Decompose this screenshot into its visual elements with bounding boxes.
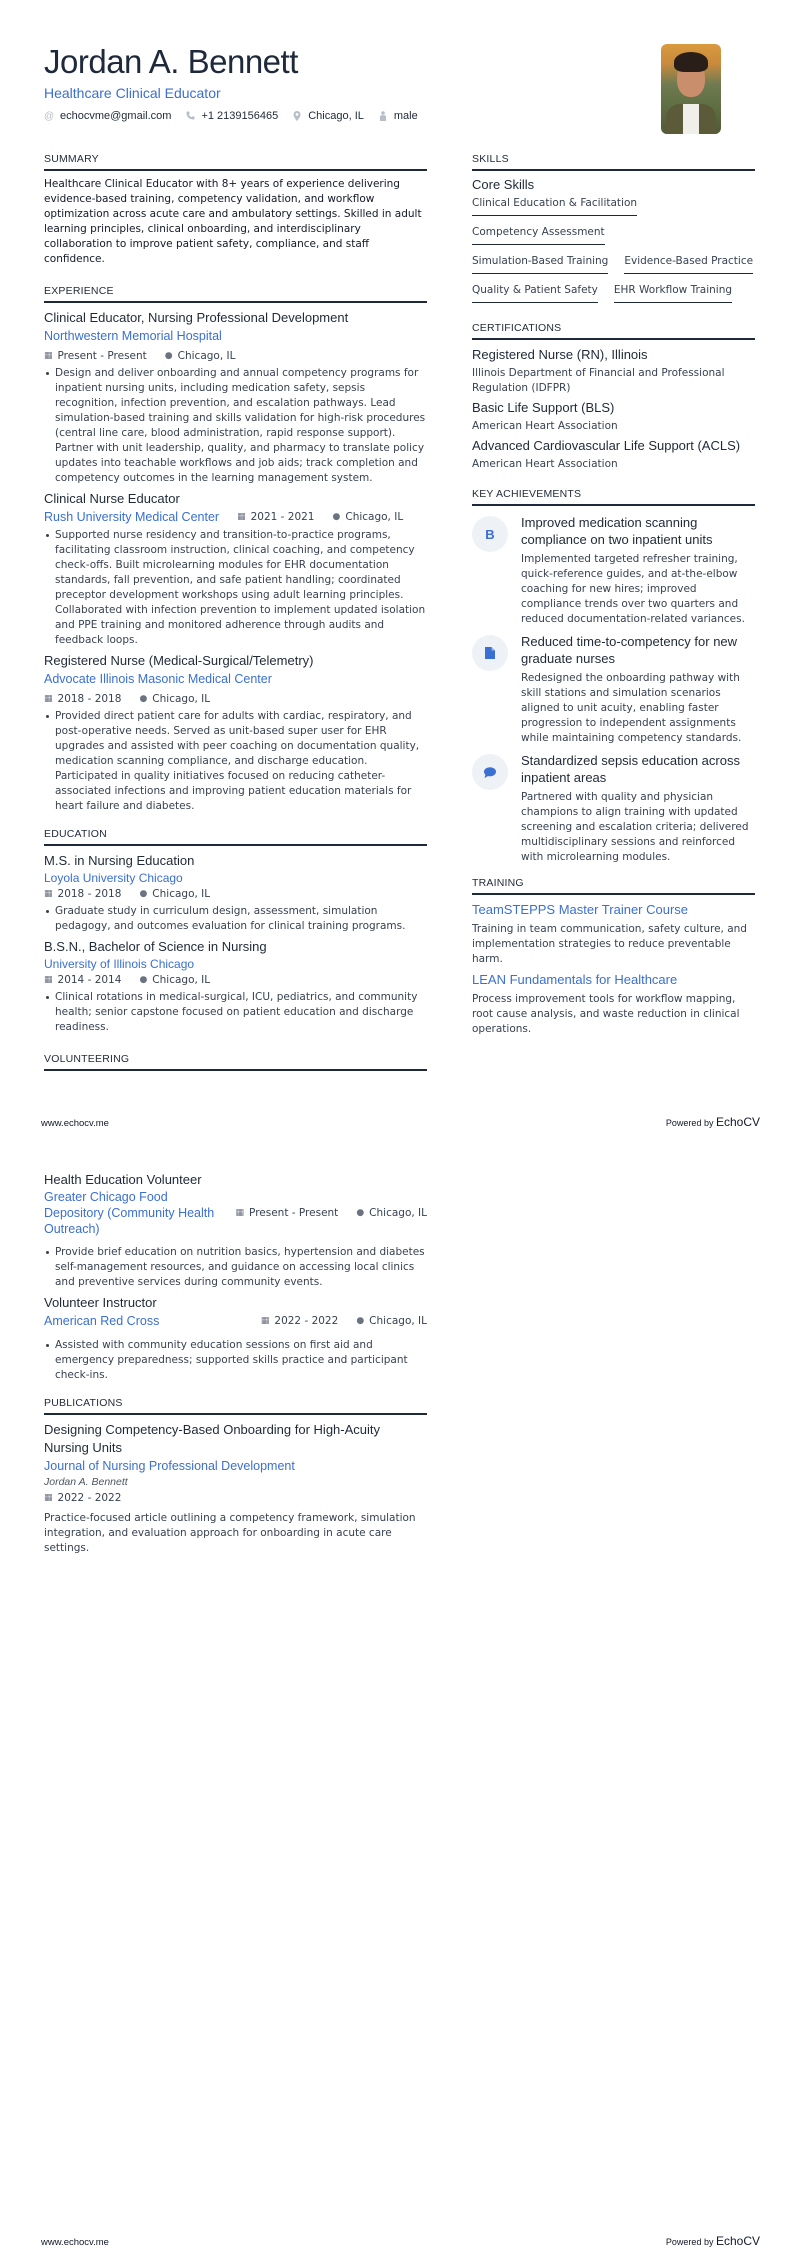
- skills-group-title: Core Skills: [472, 177, 535, 192]
- certification-issuer: American Heart Association: [472, 420, 618, 432]
- job-location: Chicago, IL: [345, 511, 404, 523]
- location-icon: ●: [139, 975, 148, 985]
- contact-email[interactable]: [44, 110, 171, 122]
- section-heading-achievements: KEY ACHIEVEMENTS: [472, 488, 755, 506]
- job-bullet: Design and deliver onboarding and annual competency programs for inpatient nursing units, including medication safety, sepsis recognition, infection prevention, and escalation pathways. Lead simulation-based training and skills validation for high-risk procedures (central line care, blood administration, rapid response support). Partner with unit leadership, quality, and pharmacy to translate policy updates into teachable workflows and job aids; track completion and competency outcomes in the learning management system.: [44, 366, 427, 486]
- calendar-icon: ▦: [44, 1493, 53, 1503]
- employer: Advocate Illinois Masonic Medical Center: [44, 672, 272, 686]
- certification-item: [472, 346, 755, 396]
- calendar-icon: ▦: [237, 512, 246, 522]
- left-column-continued: [44, 1171, 427, 1556]
- powered-by: Powered by EchoCV: [665, 1115, 760, 1129]
- volunteer-bullet: Assisted with community education sessions on first aid and emergency preparedness; supported skills practice and participant check-ins.: [44, 1338, 427, 1383]
- candidate-name: Jordan A. Bennett: [44, 43, 298, 80]
- at-icon: @: [44, 110, 55, 122]
- volunteer-bullet: Provide brief education on nutrition basics, hypertension and diabetes self-management resources, and guidance on accessing local clinics and preventive services during community events.: [44, 1245, 427, 1290]
- speech-bubble-icon: [472, 754, 508, 790]
- right-column: [472, 153, 755, 1037]
- contact-gender-value: male: [393, 110, 418, 122]
- job-location: Chicago, IL: [152, 693, 211, 705]
- summary-text: Healthcare Clinical Educator with 8+ years of experience delivering evidence-based training, competency validation, and workflow optimization across acute care and ambulatory settings. Skilled in adult learning principles, clinical onboarding, and interdisciplinary collaboration to improve patient safety, compliance, and staff confidence.: [44, 178, 422, 265]
- volunteer-org: American Red Cross: [44, 1314, 160, 1328]
- location-icon: ●: [356, 1208, 365, 1218]
- calendar-icon: ▦: [44, 889, 53, 899]
- volunteer-dates: Present - Present: [249, 1207, 339, 1219]
- volunteer-location: Chicago, IL: [369, 1207, 427, 1219]
- experience-item: [44, 490, 427, 648]
- job-bullet: Supported nurse residency and transition-to-practice programs, facilitating classroom instruction, clinical coaching, and competency check-offs. Built microlearning modules for EHR documentation standards, fall prevention, and safe patient handling; coordinated preceptor development workshops using adult learning principles. Collaborated with infection prevention to implement updated isolation and PPE training and monitored adherence through audits and feedback loops.: [44, 528, 427, 648]
- achievement-description: Redesigned the onboarding pathway with skill stations and simulation scenarios aligned to unit acuity, enabling faster progression to independent assignments while maintaining competency standards.: [521, 672, 742, 744]
- person-icon: [378, 111, 388, 122]
- volunteering-item: [44, 1171, 427, 1290]
- job-title: Clinical Educator, Nursing Professional Development: [44, 310, 349, 325]
- section-heading-certifications: CERTIFICATIONS: [472, 322, 755, 340]
- education-dates: 2014 - 2014: [57, 974, 122, 986]
- certification-issuer: Illinois Department of Financial and Professional Regulation (IDFPR): [472, 367, 725, 394]
- training-name: TeamSTEPPS Master Trainer Course: [472, 902, 689, 917]
- profile-photo: [661, 44, 721, 134]
- certification-name: Basic Life Support (BLS): [472, 400, 615, 415]
- volunteer-dates: 2022 - 2022: [274, 1315, 339, 1327]
- section-heading-skills: SKILLS: [472, 153, 755, 171]
- certification-name: Registered Nurse (RN), Illinois: [472, 347, 648, 362]
- achievement-item: [472, 752, 755, 865]
- certification-name: Advanced Cardiovascular Life Support (ACLS): [472, 438, 741, 453]
- employer: Northwestern Memorial Hospital: [44, 329, 222, 343]
- education-meta: [44, 886, 427, 902]
- school: University of Illinois Chicago: [44, 957, 195, 971]
- training-item: [472, 901, 755, 967]
- job-bullet: Provided direct patient care for adults with cardiac, respiratory, and post-operative needs. Served as unit-based super user for EHR upgrades and assisted with peer coaching on documentation quality, medication scanning compliance, and discharge education. Participated in quality initiatives focused on reducing catheter-associated infections and improving patient education materials for heart failure and diabetes.: [44, 709, 427, 814]
- education-bullet: Graduate study in curriculum design, assessment, simulation pedagogy, and outcomes evaluation for clinical training programs.: [44, 904, 427, 934]
- calendar-icon: ▦: [260, 1316, 270, 1326]
- skill-tag: Simulation-Based Training: [472, 254, 608, 274]
- training-description: Process improvement tools for workflow mapping, root cause analysis, and waste reduction in clinical operations.: [472, 993, 740, 1035]
- experience-item: [44, 652, 427, 814]
- volunteering-item: [44, 1294, 427, 1383]
- volunteer-meta: [261, 1313, 427, 1329]
- volunteer-location: Chicago, IL: [369, 1315, 427, 1327]
- skill-tag: Quality & Patient Safety: [472, 283, 598, 303]
- job-meta: [237, 509, 403, 525]
- skill-tag: Evidence-Based Practice: [624, 254, 753, 274]
- publication-description: Practice-focused article outlining a competency framework, simulation integration, and evaluation approach for onboarding in acute care settings.: [44, 1512, 416, 1554]
- achievement-description: Partnered with quality and physician champions to align training with updated screening and escalation criteria; delivered multidisciplinary sessions and reinforced with microlearning modules.: [521, 791, 749, 863]
- section-heading-experience: EXPERIENCE: [44, 285, 427, 303]
- volunteer-role: Volunteer Instructor: [44, 1295, 157, 1310]
- education-location: Chicago, IL: [152, 974, 211, 986]
- education-meta: [44, 972, 427, 988]
- publication-item: [44, 1421, 427, 1556]
- location-icon: ●: [164, 351, 173, 361]
- contact-phone-value: +1 2139156465: [201, 110, 279, 122]
- job-dates: 2018 - 2018: [57, 693, 122, 705]
- experience-item: [44, 309, 427, 486]
- skill-tag: Clinical Education & Facilitation: [472, 196, 637, 216]
- training-description: Training in team communication, safety culture, and implementation strategies to reduce preventable harm.: [472, 923, 747, 965]
- contact-phone[interactable]: [185, 110, 278, 122]
- publication-meta: [44, 1490, 427, 1506]
- employer: Rush University Medical Center: [44, 510, 220, 524]
- certification-item: [472, 399, 755, 434]
- achievement-item: [472, 633, 755, 746]
- contact-gender: [378, 110, 418, 122]
- section-heading-volunteering: VOLUNTEERING: [44, 1053, 427, 1071]
- location-icon: ●: [139, 694, 148, 704]
- brand-name: EchoCV: [715, 2234, 760, 2248]
- job-meta: [44, 691, 427, 707]
- skill-tag: Competency Assessment: [472, 225, 605, 245]
- skill-tag: EHR Workflow Training: [614, 283, 732, 303]
- achievement-title: Improved medication scanning compliance on two inpatient units: [521, 515, 713, 547]
- location-icon: ●: [332, 512, 341, 522]
- job-title: Registered Nurse (Medical-Surgical/Telemetry): [44, 653, 314, 668]
- achievement-title: Reduced time-to-competency for new graduate nurses: [521, 634, 738, 666]
- job-title: Clinical Nurse Educator: [44, 491, 180, 506]
- section-heading-education: EDUCATION: [44, 828, 427, 846]
- achievement-item: [472, 514, 755, 627]
- education-location: Chicago, IL: [152, 888, 211, 900]
- publication-title: Designing Competency-Based Onboarding for High-Acuity Nursing Units: [44, 1422, 381, 1455]
- education-item: [44, 938, 427, 1035]
- training-name: LEAN Fundamentals for Healthcare: [472, 972, 678, 987]
- contact-row: [44, 110, 664, 122]
- education-item: [44, 852, 427, 934]
- resume-header: [44, 42, 664, 122]
- volunteer-org: Greater Chicago Food Depository (Community Health Outreach): [44, 1190, 215, 1236]
- school: Loyola University Chicago: [44, 871, 183, 885]
- publication-author: Jordan A. Bennett: [44, 1476, 128, 1488]
- job-dates: 2021 - 2021: [250, 511, 315, 523]
- skills-list: [472, 196, 755, 312]
- volunteer-role: Health Education Volunteer: [44, 1172, 202, 1187]
- job-dates: Present - Present: [57, 350, 147, 362]
- publication-dates: 2022 - 2022: [57, 1492, 122, 1504]
- degree: M.S. in Nursing Education: [44, 853, 195, 868]
- calendar-icon: ▦: [44, 694, 53, 704]
- degree: B.S.N., Bachelor of Science in Nursing: [44, 939, 267, 954]
- certification-issuer: American Heart Association: [472, 458, 618, 470]
- achievement-description: Implemented targeted refresher training, quick-reference guides, and at-the-elbow coaching for new hires; improved compliance trends over two quarters and reduced documentation-related variances.: [521, 553, 745, 625]
- powered-by: Powered by EchoCV: [665, 2234, 760, 2248]
- certification-item: [472, 437, 755, 472]
- calendar-icon: ▦: [235, 1208, 245, 1218]
- location-icon: ●: [356, 1316, 365, 1326]
- section-heading-summary: SUMMARY: [44, 153, 427, 171]
- section-heading-training: TRAINING: [472, 877, 755, 895]
- calendar-icon: ▦: [44, 975, 53, 985]
- job-location: Chicago, IL: [177, 350, 236, 362]
- calendar-icon: ▦: [44, 351, 53, 361]
- brand-name: EchoCV: [715, 1115, 760, 1129]
- contact-email-value: echocvme@gmail.com: [60, 110, 172, 122]
- job-meta: [44, 348, 427, 364]
- phone-icon: [185, 111, 195, 122]
- training-item: [472, 971, 755, 1037]
- location-icon: ●: [139, 889, 148, 899]
- location-icon: [292, 111, 302, 122]
- left-column: [44, 153, 427, 1077]
- footer-url[interactable]: www.echocv.me: [41, 1118, 109, 1129]
- education-bullet: Clinical rotations in medical-surgical, ICU, pediatrics, and community health; senior capstone focused on patient education and discharge readiness.: [44, 990, 427, 1035]
- volunteer-meta: [236, 1205, 427, 1221]
- resume-page-2: [0, 1123, 794, 2246]
- publication-journal: Journal of Nursing Professional Development: [44, 1459, 295, 1473]
- education-dates: 2018 - 2018: [57, 888, 122, 900]
- letter-b-icon: B: [472, 516, 508, 552]
- document-icon: [472, 635, 508, 671]
- footer-url[interactable]: www.echocv.me: [41, 2237, 109, 2248]
- candidate-title: Healthcare Clinical Educator: [44, 85, 221, 101]
- contact-location-value: Chicago, IL: [308, 110, 364, 122]
- contact-location: [292, 110, 364, 122]
- section-heading-publications: PUBLICATIONS: [44, 1397, 427, 1415]
- achievement-title: Standardized sepsis education across inpatient areas: [521, 753, 740, 785]
